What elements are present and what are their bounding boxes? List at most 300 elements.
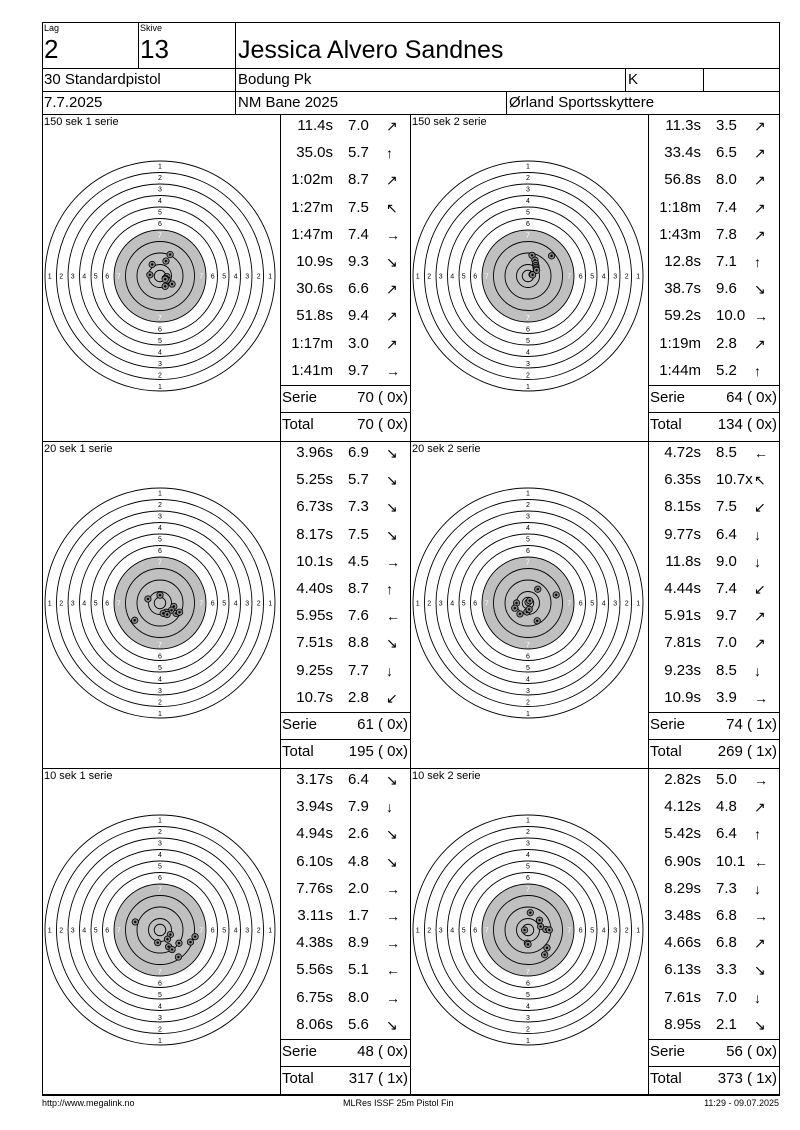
ring-number-label: 3 bbox=[158, 513, 162, 521]
shot-time: 4.66s bbox=[664, 934, 701, 952]
ring-number-label: 4 bbox=[526, 349, 530, 357]
shot-row bbox=[648, 907, 779, 925]
shot-row bbox=[648, 825, 779, 843]
total-value: 317 ( 1x) bbox=[348, 1070, 408, 1087]
shot-row bbox=[648, 471, 779, 489]
shot-score: 9.4 bbox=[348, 307, 369, 325]
shot-hole-center bbox=[531, 254, 533, 256]
shot-score: 2.8 bbox=[716, 334, 737, 352]
ring-number-label: 7 bbox=[526, 559, 530, 567]
ring-number-label: 1 bbox=[526, 383, 530, 391]
shot-direction-ne-icon: ↗ bbox=[386, 281, 398, 298]
ring-number-label: 4 bbox=[158, 349, 162, 357]
ring-number-label: 7 bbox=[116, 600, 121, 608]
shot-score: 6.8 bbox=[716, 934, 737, 952]
ring-number-label: 5 bbox=[158, 664, 162, 672]
ring-number-label: 3 bbox=[526, 687, 530, 695]
shot-row bbox=[280, 989, 410, 1007]
shot-row bbox=[648, 662, 779, 680]
shot-direction-ne-icon: ↗ bbox=[386, 308, 398, 325]
ring-number-label: 5 bbox=[461, 927, 466, 935]
shot-score: 3.9 bbox=[716, 688, 737, 706]
ring-number-label: 7 bbox=[526, 314, 530, 322]
shot-row bbox=[280, 580, 410, 598]
shot-row bbox=[648, 989, 779, 1007]
ring-number-label: 7 bbox=[199, 600, 204, 608]
shot-direction-e-icon: → bbox=[386, 226, 400, 243]
shot-hole-center bbox=[134, 619, 136, 621]
total-value: 269 ( 1x) bbox=[717, 743, 777, 760]
ring-number-label: 6 bbox=[578, 600, 583, 608]
shot-hole-center bbox=[177, 956, 179, 958]
shot-time: 4.40s bbox=[296, 580, 333, 597]
shot-hole-center bbox=[538, 919, 540, 921]
shot-direction-e-icon: → bbox=[754, 772, 768, 788]
shot-score: 8.5 bbox=[716, 661, 737, 679]
ring-number-label: 7 bbox=[567, 273, 572, 281]
shot-row bbox=[648, 607, 779, 625]
serie-label: Serie bbox=[650, 389, 686, 406]
shot-direction-n-icon: ↑ bbox=[386, 145, 393, 162]
shot-time: 3.17s bbox=[296, 771, 333, 788]
shot-time: 1:44m bbox=[659, 361, 701, 379]
shot-time: 10.9s bbox=[664, 688, 701, 706]
footer-url: http://www.megalink.no bbox=[42, 1098, 135, 1108]
shot-time: 5.42s bbox=[664, 825, 701, 843]
black-aiming-zone bbox=[114, 557, 206, 649]
ring-number-label: 1 bbox=[415, 927, 420, 935]
shot-direction-e-icon: → bbox=[754, 908, 768, 924]
black-aiming-zone bbox=[482, 230, 574, 322]
shot-row bbox=[648, 307, 779, 325]
gender: K bbox=[628, 71, 639, 88]
shot-direction-n-icon: ↑ bbox=[754, 362, 761, 379]
ring-number-label: 1 bbox=[158, 817, 162, 825]
shot-hole-center bbox=[171, 948, 173, 950]
shot-hole-center bbox=[169, 933, 171, 935]
shot-time: 3.11s bbox=[297, 907, 333, 924]
ring-number-label: 2 bbox=[526, 372, 530, 380]
ring-number-label: 1 bbox=[268, 600, 273, 608]
shot-row bbox=[648, 280, 779, 298]
ring-number-label: 3 bbox=[613, 600, 618, 608]
shot-hole-center bbox=[519, 613, 521, 615]
pistol-target bbox=[408, 156, 648, 396]
shot-hole-center bbox=[178, 942, 180, 944]
shot-time: 4.72s bbox=[664, 444, 701, 461]
shot-row bbox=[280, 253, 410, 271]
shot-score: 7.3 bbox=[348, 498, 369, 516]
shot-hole-center bbox=[194, 935, 196, 937]
shot-row bbox=[280, 825, 410, 843]
shot-score: 7.0 bbox=[716, 634, 737, 652]
shot-row bbox=[648, 362, 779, 380]
ring-number-label: 5 bbox=[461, 600, 466, 608]
ring-number-label: 3 bbox=[245, 927, 250, 935]
shot-score: 2.0 bbox=[348, 879, 369, 897]
shot-row bbox=[648, 771, 779, 789]
total-label: Total bbox=[650, 1070, 682, 1087]
shot-direction-se-icon: ↘ bbox=[754, 1016, 766, 1033]
ring-number-label: 2 bbox=[59, 600, 64, 608]
ring-number-label: 7 bbox=[158, 232, 162, 240]
ring-number-label: 2 bbox=[427, 273, 432, 281]
shot-score: 4.8 bbox=[348, 852, 369, 870]
shot-direction-s-icon: ↓ bbox=[754, 880, 761, 897]
shot-score: 4.8 bbox=[716, 798, 737, 816]
ring-number-label: 1 bbox=[526, 163, 530, 171]
shot-time: 4.44s bbox=[664, 580, 701, 597]
shot-score: 7.0 bbox=[348, 117, 369, 134]
ring-number-label: 4 bbox=[158, 197, 162, 205]
shot-row bbox=[280, 553, 410, 571]
shot-score: 9.0 bbox=[716, 552, 737, 570]
ring-number-label: 7 bbox=[484, 273, 489, 281]
shot-row bbox=[280, 907, 410, 925]
shot-score: 7.5 bbox=[348, 525, 369, 543]
shot-time: 9.25s bbox=[296, 661, 333, 679]
ring-number-label: 4 bbox=[526, 676, 530, 684]
ring-number-label: 4 bbox=[450, 600, 455, 608]
shot-hole-center bbox=[515, 602, 517, 604]
shot-row bbox=[280, 634, 410, 652]
ring-number-label: 2 bbox=[158, 699, 162, 707]
shot-time: 7.76s bbox=[296, 879, 333, 897]
shot-row bbox=[280, 171, 410, 189]
serie-label: Serie bbox=[650, 716, 686, 733]
shot-score: 7.5 bbox=[348, 198, 369, 216]
ring-number-label: 5 bbox=[93, 600, 98, 608]
ring-number-label: 6 bbox=[578, 273, 583, 281]
shot-direction-nw-icon: ↖ bbox=[386, 199, 398, 216]
ring-number-label: 2 bbox=[427, 600, 432, 608]
lag-value: 2 bbox=[44, 34, 59, 64]
shot-hole-center bbox=[550, 255, 552, 257]
pistol-target bbox=[40, 810, 280, 1050]
ring-number-label: 1 bbox=[526, 817, 530, 825]
shot-time: 4.94s bbox=[296, 825, 333, 843]
ring-number-label: 2 bbox=[256, 927, 261, 935]
shot-row bbox=[280, 199, 410, 217]
shot-row bbox=[648, 880, 779, 898]
total-value: 70 ( 0x) bbox=[357, 416, 408, 433]
shot-score: 3.5 bbox=[716, 117, 737, 134]
shot-hole-center bbox=[169, 253, 171, 255]
shot-time: 9.23s bbox=[664, 661, 701, 679]
shot-row bbox=[648, 117, 779, 135]
shot-score: 9.6 bbox=[716, 280, 737, 298]
ring-number-label: 6 bbox=[578, 927, 583, 935]
ring-number-label: 4 bbox=[233, 273, 238, 281]
shot-time: 7.61s bbox=[664, 988, 701, 1006]
shot-row bbox=[648, 1016, 779, 1034]
ring-number-label: 6 bbox=[473, 600, 478, 608]
ring-number-label: 5 bbox=[158, 536, 162, 544]
shot-direction-ne-icon: ↗ bbox=[754, 199, 766, 216]
shot-direction-s-icon: ↓ bbox=[754, 662, 761, 679]
shot-hole-center bbox=[164, 285, 166, 287]
shot-hole-center bbox=[165, 260, 167, 262]
total-label: Total bbox=[282, 416, 314, 433]
shot-row bbox=[648, 253, 779, 271]
shot-row bbox=[648, 444, 779, 462]
shot-hole-center bbox=[157, 941, 159, 943]
shot-score: 8.0 bbox=[348, 988, 369, 1006]
ring-number-label: 2 bbox=[158, 1026, 162, 1034]
ring-number-label: 7 bbox=[158, 886, 162, 894]
ring-number-label: 5 bbox=[590, 927, 595, 935]
ring-number-label: 3 bbox=[613, 927, 618, 935]
ring-number-label: 1 bbox=[47, 927, 52, 935]
class-name: 30 Standardpistol bbox=[44, 71, 161, 88]
shot-row bbox=[648, 553, 779, 571]
ring-number-label: 1 bbox=[415, 273, 420, 281]
shot-direction-se-icon: ↘ bbox=[386, 853, 398, 870]
shot-score: 7.8 bbox=[716, 225, 737, 243]
shot-score: 10.0 bbox=[716, 307, 746, 325]
serie-title: 20 sek 1 serie bbox=[44, 443, 113, 455]
shot-hole-center bbox=[531, 274, 533, 276]
shot-hole-center bbox=[529, 912, 531, 914]
shot-row bbox=[648, 798, 779, 816]
shot-time: 1:27m bbox=[291, 198, 333, 216]
ring-number-label: 7 bbox=[567, 927, 572, 935]
serie-value: 56 ( 0x) bbox=[726, 1043, 777, 1060]
shot-direction-e-icon: → bbox=[386, 553, 400, 570]
ring-number-label: 6 bbox=[105, 273, 110, 281]
ring-number-label: 3 bbox=[526, 513, 530, 521]
ring-number-label: 5 bbox=[158, 337, 162, 345]
shot-direction-se-icon: ↘ bbox=[386, 254, 398, 270]
ring-number-label: 3 bbox=[526, 1014, 530, 1022]
shot-time: 3.48s bbox=[664, 907, 701, 924]
shot-score: 6.9 bbox=[348, 444, 369, 461]
shot-row bbox=[648, 853, 779, 871]
shot-row bbox=[280, 853, 410, 871]
ring-number-label: 3 bbox=[158, 186, 162, 194]
shot-hole-center bbox=[527, 943, 529, 945]
serie-value: 74 ( 1x) bbox=[726, 716, 777, 733]
shot-direction-ne-icon: ↗ bbox=[386, 335, 398, 352]
shot-time: 5.25s bbox=[296, 471, 333, 489]
total-label: Total bbox=[282, 1070, 314, 1087]
shot-row bbox=[280, 144, 410, 162]
shot-time: 6.10s bbox=[296, 852, 333, 870]
ring-number-label: 1 bbox=[636, 927, 641, 935]
ring-number-label: 7 bbox=[116, 273, 121, 281]
shot-score: 1.7 bbox=[348, 907, 369, 924]
shot-time: 1:47m bbox=[291, 225, 333, 243]
ring-number-label: 6 bbox=[473, 927, 478, 935]
shot-score: 2.1 bbox=[716, 1015, 737, 1033]
shot-direction-w-icon: ← bbox=[386, 962, 400, 979]
shot-direction-e-icon: → bbox=[754, 308, 768, 325]
ring-number-label: 1 bbox=[268, 273, 273, 281]
ring-number-label: 7 bbox=[526, 886, 530, 894]
ring-number-label: 7 bbox=[526, 641, 530, 649]
shot-time: 4.38s bbox=[296, 934, 333, 952]
serie-title: 150 sek 1 serie bbox=[44, 116, 119, 128]
shot-time: 9.77s bbox=[664, 525, 701, 543]
ring-number-label: 3 bbox=[245, 600, 250, 608]
shot-time: 7.81s bbox=[664, 634, 701, 652]
ring-number-label: 4 bbox=[450, 273, 455, 281]
shot-row bbox=[280, 226, 410, 244]
shot-hole-center bbox=[164, 278, 166, 280]
shot-direction-ne-icon: ↗ bbox=[754, 145, 766, 162]
skive-label: Skive bbox=[140, 23, 163, 33]
ring-number-label: 3 bbox=[158, 687, 162, 695]
shot-time: 10.9s bbox=[296, 253, 333, 270]
shot-direction-ne-icon: ↗ bbox=[754, 226, 766, 243]
shot-hole-center bbox=[523, 929, 525, 931]
ring-number-label: 2 bbox=[526, 501, 530, 509]
shot-hole-center bbox=[166, 613, 168, 615]
shot-time: 38.7s bbox=[664, 280, 701, 298]
ring-number-label: 6 bbox=[210, 273, 215, 281]
shot-row bbox=[648, 498, 779, 516]
shot-score: 6.6 bbox=[348, 280, 369, 298]
shot-direction-se-icon: ↘ bbox=[386, 772, 398, 788]
ring-number-label: 6 bbox=[210, 927, 215, 935]
shot-direction-ne-icon: ↗ bbox=[754, 608, 766, 625]
shot-time: 8.06s bbox=[296, 1015, 333, 1033]
shot-score: 7.3 bbox=[716, 879, 737, 897]
shot-direction-n-icon: ↑ bbox=[754, 254, 761, 270]
lag-label: Lag bbox=[44, 23, 60, 33]
shot-time: 35.0s bbox=[296, 144, 333, 162]
ring-number-label: 5 bbox=[158, 863, 162, 871]
shot-time: 8.15s bbox=[664, 498, 701, 516]
shot-hole-center bbox=[528, 608, 530, 610]
shot-hole-center bbox=[548, 929, 550, 931]
shot-direction-se-icon: ↘ bbox=[386, 472, 398, 489]
shot-row bbox=[280, 498, 410, 516]
shot-score: 7.1 bbox=[716, 253, 737, 270]
shot-hole-center bbox=[134, 921, 136, 923]
shot-time: 33.4s bbox=[664, 144, 701, 162]
ring-number-label: 5 bbox=[158, 991, 162, 999]
black-aiming-zone bbox=[114, 884, 206, 976]
shot-score: 7.4 bbox=[716, 198, 737, 216]
ring-number-label: 7 bbox=[158, 641, 162, 649]
ring-number-label: 6 bbox=[158, 653, 162, 661]
shot-hole-center bbox=[543, 954, 545, 956]
total-value: 195 ( 0x) bbox=[348, 743, 408, 760]
ring-number-label: 4 bbox=[158, 851, 162, 859]
ring-number-label: 5 bbox=[158, 209, 162, 217]
shot-time: 5.56s bbox=[296, 961, 333, 979]
serie-value: 48 ( 0x) bbox=[357, 1043, 408, 1060]
shot-direction-se-icon: ↘ bbox=[386, 635, 398, 652]
event-name: NM Bane 2025 bbox=[238, 94, 339, 111]
shot-time: 6.90s bbox=[664, 852, 701, 870]
shot-score: 8.5 bbox=[716, 444, 737, 461]
ring-number-label: 4 bbox=[526, 1003, 530, 1011]
serie-value: 64 ( 0x) bbox=[726, 389, 777, 406]
shot-score: 9.7 bbox=[348, 361, 369, 379]
shot-row bbox=[280, 335, 410, 353]
ring-number-label: 1 bbox=[158, 710, 162, 718]
shot-time: 4.12s bbox=[664, 798, 701, 816]
shot-row bbox=[280, 362, 410, 380]
shot-row bbox=[280, 689, 410, 707]
ring-number-label: 5 bbox=[222, 273, 227, 281]
shot-direction-s-icon: ↓ bbox=[754, 526, 761, 543]
shot-time: 7.51s bbox=[296, 634, 333, 652]
shot-score: 9.7 bbox=[716, 607, 737, 625]
shot-row bbox=[648, 144, 779, 162]
shot-time: 8.17s bbox=[296, 525, 333, 543]
shot-row bbox=[280, 307, 410, 325]
shot-hole-center bbox=[529, 600, 531, 602]
shot-time: 10.1s bbox=[296, 552, 333, 570]
shot-direction-sw-icon: ↙ bbox=[754, 581, 766, 597]
shot-row bbox=[280, 471, 410, 489]
shot-row bbox=[280, 280, 410, 298]
shot-direction-s-icon: ↓ bbox=[754, 553, 761, 570]
ring-number-label: 6 bbox=[526, 220, 530, 228]
shot-hole-center bbox=[178, 611, 180, 613]
ring-number-label: 7 bbox=[484, 927, 489, 935]
ring-number-label: 7 bbox=[116, 927, 121, 935]
shot-row bbox=[280, 880, 410, 898]
ring-number-label: 2 bbox=[624, 273, 629, 281]
shot-time: 5.91s bbox=[664, 607, 701, 625]
ring-number-label: 4 bbox=[526, 197, 530, 205]
shot-score: 5.7 bbox=[348, 144, 369, 162]
shot-score: 3.3 bbox=[716, 961, 737, 979]
shot-score: 8.0 bbox=[716, 171, 737, 189]
ring-number-label: 4 bbox=[233, 927, 238, 935]
ring-number-label: 1 bbox=[158, 1037, 162, 1045]
shot-hole-center bbox=[147, 598, 149, 600]
ring-number-label: 2 bbox=[526, 174, 530, 182]
shot-hole-center bbox=[166, 938, 168, 940]
shot-time: 56.8s bbox=[664, 171, 701, 189]
ring-number-label: 3 bbox=[70, 273, 75, 281]
ring-number-label: 4 bbox=[233, 600, 238, 608]
ring-number-label: 1 bbox=[47, 273, 52, 281]
shot-row bbox=[280, 961, 410, 979]
shot-score: 6.4 bbox=[716, 525, 737, 543]
shot-direction-ne-icon: ↗ bbox=[754, 935, 766, 952]
shot-time: 2.82s bbox=[664, 771, 701, 788]
shot-score: 6.4 bbox=[716, 825, 737, 843]
ring-number-label: 1 bbox=[268, 927, 273, 935]
total-value: 134 ( 0x) bbox=[717, 416, 777, 433]
shot-direction-ne-icon: ↗ bbox=[754, 335, 766, 352]
shot-time: 12.8s bbox=[664, 253, 701, 270]
shot-hole-center bbox=[170, 609, 172, 611]
ring-number-label: 3 bbox=[70, 600, 75, 608]
ring-number-label: 1 bbox=[526, 1037, 530, 1045]
ring-number-label: 1 bbox=[47, 600, 52, 608]
shot-score: 7.6 bbox=[348, 607, 369, 625]
ring-number-label: 5 bbox=[461, 273, 466, 281]
ring-number-label: 1 bbox=[636, 600, 641, 608]
shot-hole-center bbox=[546, 947, 548, 949]
serie-title: 20 sek 2 serie bbox=[412, 443, 481, 455]
shot-direction-se-icon: ↘ bbox=[386, 499, 398, 516]
ring-number-label: 3 bbox=[70, 927, 75, 935]
ring-number-label: 7 bbox=[158, 968, 162, 976]
ring-number-label: 6 bbox=[105, 600, 110, 608]
shot-time: 8.95s bbox=[664, 1015, 701, 1033]
ring-number-label: 3 bbox=[438, 273, 443, 281]
shot-direction-ne-icon: ↗ bbox=[754, 799, 766, 816]
ring-number-label: 5 bbox=[93, 273, 98, 281]
